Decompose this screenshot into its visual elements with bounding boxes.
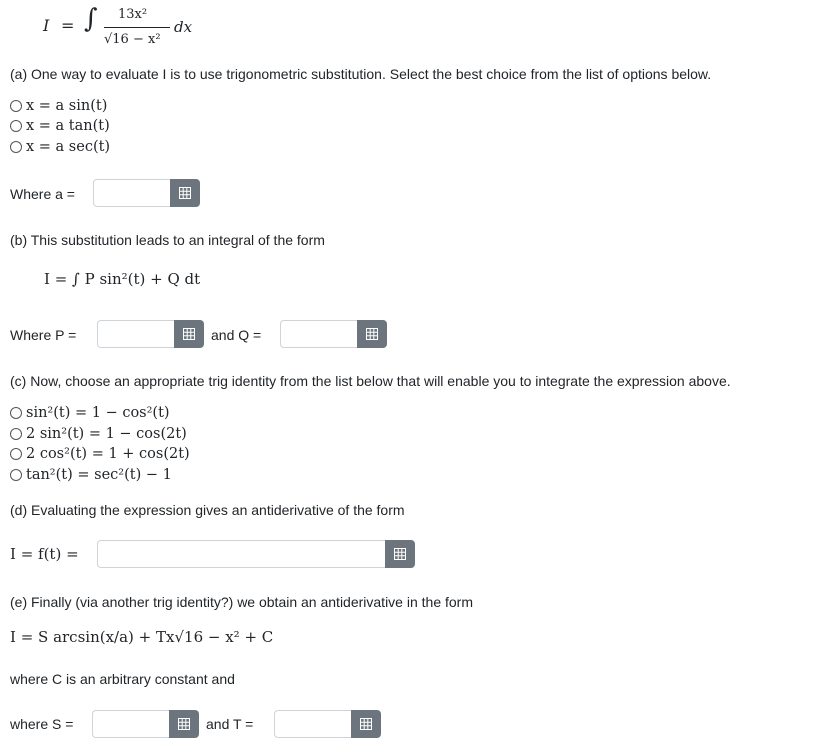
integrand-denominator: √16 − x² xyxy=(104,32,161,47)
q-keypad-button[interactable] xyxy=(357,320,387,348)
p-keypad-button[interactable] xyxy=(174,320,204,348)
radio-icon[interactable] xyxy=(10,428,22,440)
part-b-formula: I = ∫ P sin²(t) + Q dt xyxy=(44,270,201,288)
f-of-t-label: I = f(t) = xyxy=(10,545,79,563)
fraction-bar xyxy=(104,27,170,28)
and-q-label: and Q = xyxy=(211,327,262,343)
s-input[interactable] xyxy=(92,710,169,738)
part-e-note: where C is an arbitrary constant and xyxy=(10,671,235,687)
integrand-numerator: 13x² xyxy=(118,7,148,22)
part-a-prompt: (a) One way to evaluate I is to use trigonometric substitution. Select the best choice from the list of options below. xyxy=(10,66,712,82)
part-e-formula: I = S arcsin(x/a) + Tx√16 − x² + C xyxy=(10,628,274,646)
part-a-option-2[interactable]: x = a tan(t) xyxy=(10,118,110,134)
t-input[interactable] xyxy=(274,710,351,738)
radio-icon[interactable] xyxy=(10,469,22,481)
f-of-t-keypad-button[interactable] xyxy=(385,540,415,568)
radio-icon[interactable] xyxy=(10,141,22,153)
q-input[interactable] xyxy=(280,320,357,348)
part-c-option-4[interactable]: tan²(t) = sec²(t) − 1 xyxy=(10,467,172,483)
radio-icon[interactable] xyxy=(10,120,22,132)
part-a-option-1[interactable]: x = a sin(t) xyxy=(10,98,107,114)
part-d-prompt: (d) Evaluating the expression gives an antiderivative of the form xyxy=(10,502,405,518)
integral-header xyxy=(0,0,260,60)
p-input[interactable] xyxy=(97,320,174,348)
keypad-icon xyxy=(183,328,195,340)
keypad-icon xyxy=(394,548,406,560)
part-c-option-2[interactable]: 2 sin²(t) = 1 − cos(2t) xyxy=(10,426,187,442)
s-keypad-button[interactable] xyxy=(169,710,199,738)
where-s-label: where S = xyxy=(10,716,74,732)
integral-sign: ∫ xyxy=(84,4,98,34)
part-b-prompt: (b) This substitution leads to an integral of the form xyxy=(10,232,325,248)
and-t-label: and T = xyxy=(206,716,254,732)
keypad-icon xyxy=(360,718,372,730)
part-a-option-3[interactable]: x = a sec(t) xyxy=(10,139,110,155)
t-keypad-button[interactable] xyxy=(351,710,381,738)
where-a-label: Where a = xyxy=(10,186,75,202)
part-c-option-1[interactable]: sin²(t) = 1 − cos²(t) xyxy=(10,405,170,421)
integral-dx: dx xyxy=(174,18,193,36)
keypad-icon xyxy=(178,718,190,730)
radio-icon[interactable] xyxy=(10,100,22,112)
part-e-prompt: (e) Finally (via another trig identity?) we obtain an antiderivative in the form xyxy=(10,594,473,610)
keypad-icon xyxy=(179,187,191,199)
keypad-icon xyxy=(366,328,378,340)
f-of-t-input[interactable] xyxy=(97,540,385,568)
integral-equals: = xyxy=(61,16,75,35)
part-c-option-3[interactable]: 2 cos²(t) = 1 + cos(2t) xyxy=(10,446,190,462)
radio-icon[interactable] xyxy=(10,448,22,460)
a-keypad-button[interactable] xyxy=(170,179,200,207)
a-input[interactable] xyxy=(93,179,170,207)
where-p-label: Where P = xyxy=(10,327,77,343)
part-c-prompt: (c) Now, choose an appropriate trig identity from the list below that will enable you to integrate the expression above. xyxy=(10,373,731,389)
integral-lhs: I xyxy=(43,16,50,35)
radio-icon[interactable] xyxy=(10,407,22,419)
